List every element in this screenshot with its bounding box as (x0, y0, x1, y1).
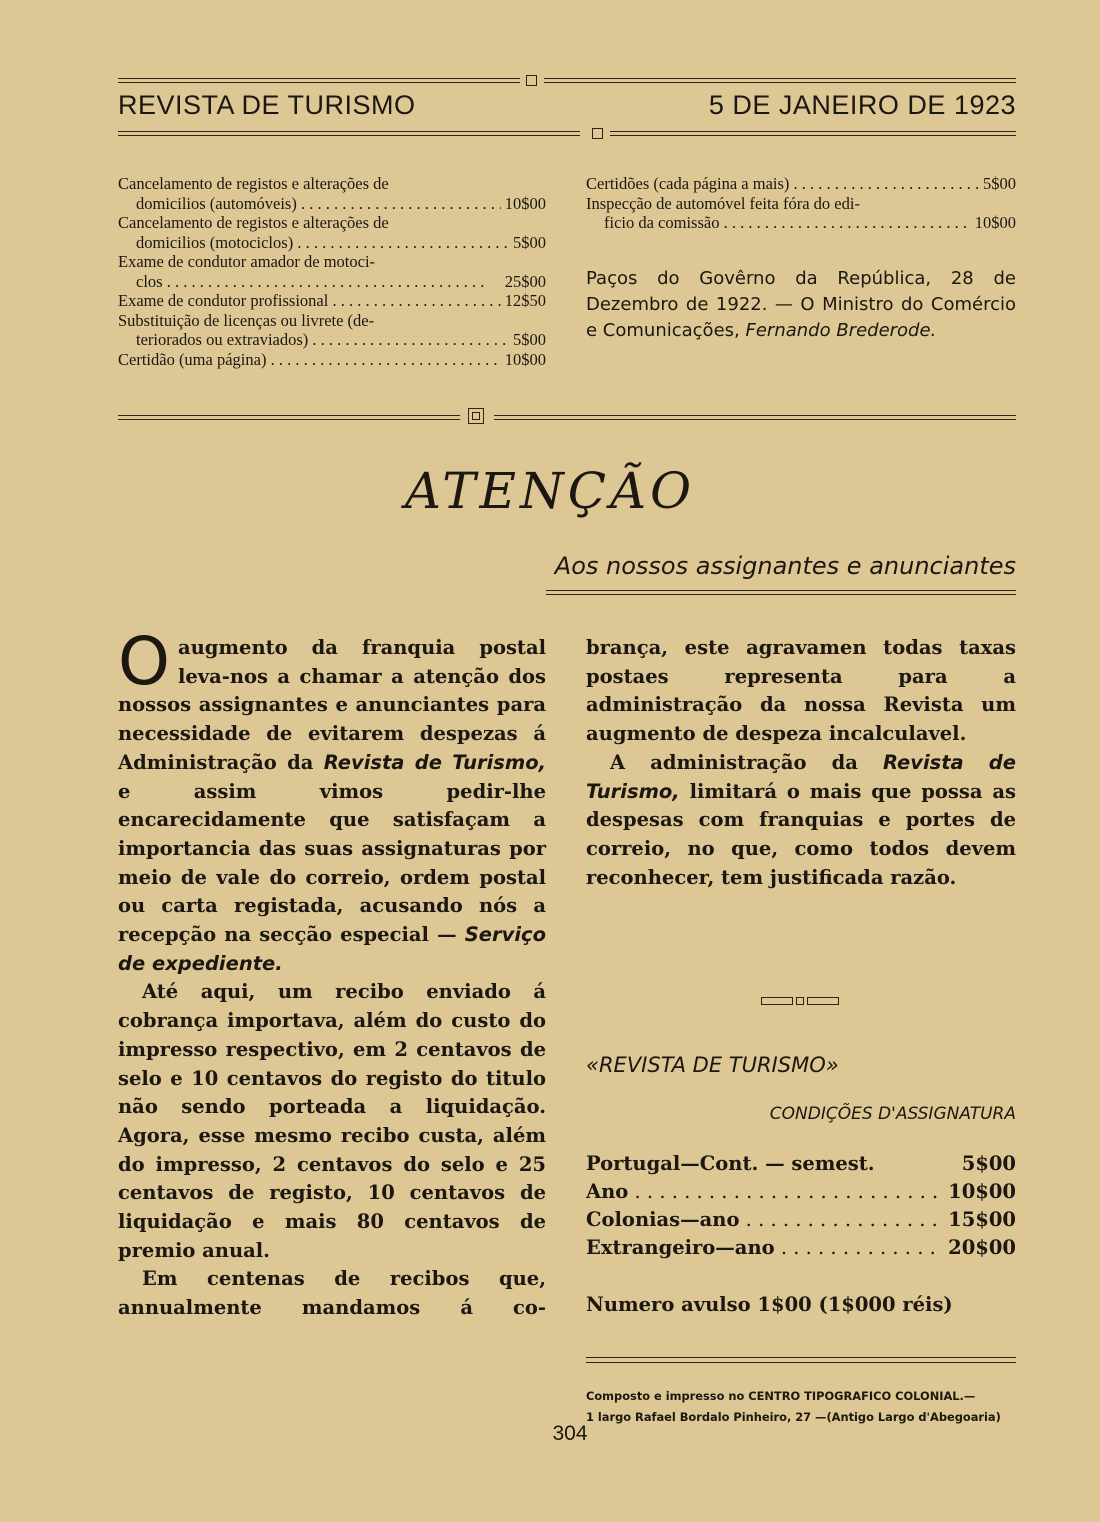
section-ornament (468, 408, 484, 424)
fee-row (118, 291, 546, 311)
printer-line-1: Composto e impresso no CENTRO TIPOGRAFICO COLONIAL.— (586, 1389, 976, 1403)
fee-description-line: Cancelamento de registos e alterações de (118, 213, 389, 232)
header-rule-bottom-left (118, 131, 580, 136)
price-row (586, 1178, 1016, 1206)
fee-description-line: Substituição de licenças ou livrete (de- (118, 310, 375, 330)
subscription-subheading: CONDIÇÕES D'ASSIGNATURA (769, 1104, 1016, 1124)
fee-table-right (586, 174, 1016, 233)
notice-subtitle: Aos nossos assignantes e anunciantes (554, 552, 1016, 580)
column-ornament (761, 997, 841, 1005)
article-paragraph-1: Oaugmento da franquia postal leva-nos a chamar a atenção dos nossos assignantes e anunciantes para necessidade de evitarem despezas á Administração da Revista de Turismo, e assim vimos pedir-lhe encarecidamente que satisfaçam a importancia das suas assignaturas por meio de vale do correio, ordem postal ou carta registada, acusando nós a recepção na secção especial — Serviço de expediente. (118, 623, 546, 975)
price-row (586, 1206, 1016, 1234)
price-label: Extrangeiro—ano . . . (586, 1234, 942, 1262)
article-paragraph-4: A administração da Revista de Turismo, limitará o mais que possa as despesas com franquias e portes de correio, no que, como todos devem reconhecer, tem justificada razão. (586, 750, 1016, 889)
subscription-heading: «REVISTA DE TURISMO» (586, 1053, 839, 1077)
price-label: Ano . . . (586, 1178, 942, 1206)
price-row (586, 1150, 1016, 1178)
section-rule-left (118, 415, 460, 420)
magazine-title: REVISTA DE TURISMO (118, 90, 416, 120)
price-value: 20$00 (948, 1236, 1016, 1259)
price-value: 5$00 (961, 1152, 1016, 1175)
section-rule-right (494, 415, 1016, 420)
fee-label: domicilios (automóveis) . . . (136, 194, 501, 214)
printer-line-2: 1 largo Rafael Bordalo Pinheiro, 27 —(Antigo Largo d'Abegoaria) (586, 1410, 1001, 1424)
article-paragraph-3-continued: brança, este agravamen todas taxas postaes representa para a administração da nossa Revista um augmento de despeza incalculavel. (586, 636, 1016, 746)
fee-value: 10$00 (974, 213, 1016, 232)
decree-signature-block (586, 266, 1016, 344)
fee-row (118, 272, 546, 292)
fee-label: Certidões (cada página a mais) . . . (586, 174, 979, 194)
price-row (586, 1234, 1016, 1262)
fee-value: 5$00 (513, 330, 546, 349)
price-value: 15$00 (948, 1208, 1016, 1231)
fee-row (118, 330, 546, 350)
magazine-name-emphasis-2: Revista de Turismo, (586, 750, 1016, 803)
notice-title: ATENÇÃO (404, 462, 696, 520)
service-name-emphasis: Serviço de expediente. (118, 923, 546, 975)
fee-value: 10$00 (504, 193, 546, 213)
article-paragraph-2: Até aqui, um recibo enviado á cobrança importava, além do custo do impresso respectivo, em 2 centavos de selo e 10 centavos do registo do titulo não sendo porteada a liquidação. Agora, esse mesmo recibo custa, além do impresso, 2 centavos do selo e 25 centavos de registo, 10 centavos de liquidação e mais 80 centavos de premio anual. (118, 980, 546, 1262)
fee-row (586, 174, 1016, 194)
issue-date: 5 DE JANEIRO DE 1923 (708, 90, 1016, 120)
price-label: Colonias—ano . . . (586, 1206, 942, 1234)
fee-value: 5$00 (983, 174, 1016, 193)
fee-value: 10$00 (504, 349, 546, 369)
fee-description-line: Inspecção de automóvel feita fóra do edi- (586, 193, 860, 213)
article-column-right (586, 634, 1016, 892)
fee-label: ficio da comissão . . . (604, 213, 971, 233)
magazine-name-emphasis: Revista de Turismo, (323, 750, 546, 774)
article-column-left (118, 623, 546, 1323)
minister-signature: Fernando Brederode. (745, 320, 937, 341)
fee-row (118, 194, 546, 214)
fee-row (586, 213, 1016, 233)
fee-value: 5$00 (513, 232, 546, 252)
article-paragraph-3: Em centenas de recibos que, annualmente mandamos á co- (118, 1267, 546, 1320)
fee-row (118, 233, 546, 253)
fee-label: clos . . . (136, 272, 501, 292)
price-list (586, 1150, 1016, 1262)
printer-rule-2 (586, 1362, 1016, 1363)
printer-rule-1 (586, 1357, 1016, 1358)
fee-label: teriorados ou extraviados) . . . (136, 330, 509, 350)
fee-row (118, 350, 546, 370)
fee-description-line: Exame de condutor amador de motoci- (118, 252, 376, 271)
fee-label: domicilios (motociclos) . . . (136, 233, 509, 253)
single-issue-price: Numero avulso 1$00 (1$000 réis) (586, 1293, 953, 1316)
header-ornament-top (526, 75, 537, 86)
decree-text: Paços do Govêrno da República, 28 de Dezembro de 1922. — O Ministro do Comércio e Comunicações, (586, 268, 1016, 341)
header-rule-top-right (544, 78, 1016, 83)
fee-value: 12$50 (504, 291, 546, 310)
fee-table-left (118, 174, 546, 369)
price-value: 10$00 (948, 1180, 1016, 1203)
header-ornament-bottom (592, 128, 603, 139)
fee-label: Certidão (uma página) . . . (118, 350, 501, 370)
subtitle-rule (546, 590, 1016, 595)
page-number: 304 (552, 1422, 588, 1445)
fee-label: Exame de condutor profissional . . . (118, 291, 501, 311)
fee-description-line: Cancelamento de registos e alterações de (118, 174, 389, 193)
header-rule-top-left (118, 78, 520, 83)
price-label: Portugal—Cont. — semest. (586, 1152, 875, 1175)
header-rule-bottom-right (610, 131, 1016, 136)
drop-cap: O (118, 623, 170, 700)
fee-value: 25$00 (504, 271, 546, 291)
